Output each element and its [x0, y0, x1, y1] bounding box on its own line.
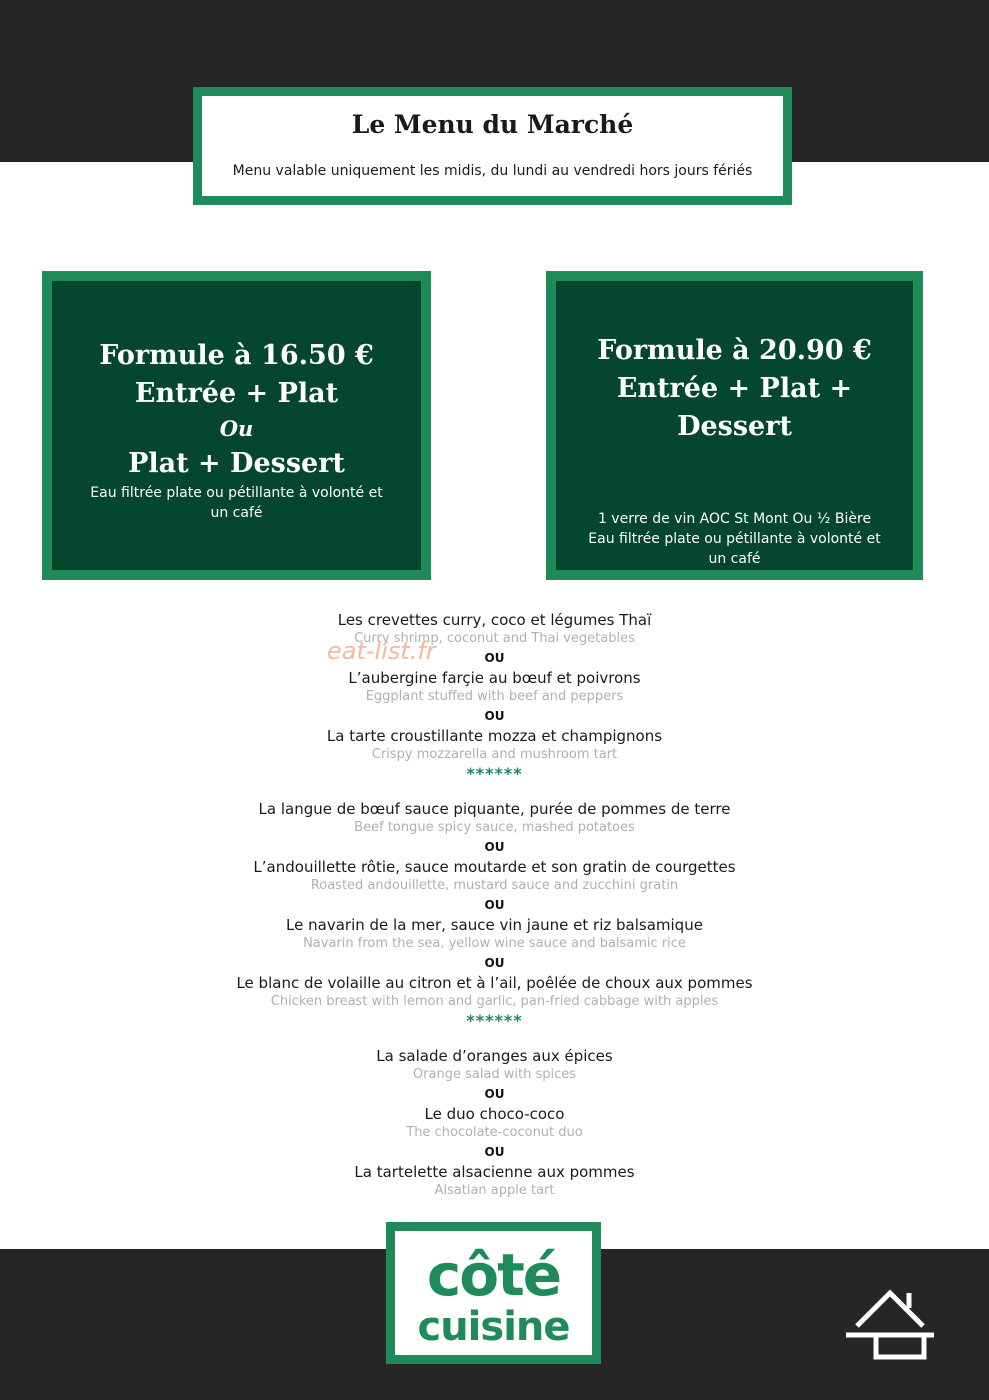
formula-card-1: [42, 271, 431, 580]
or-separator: OU: [484, 1145, 505, 1159]
starter-3-fr: La tarte croustillante mozza et champignons: [326, 727, 663, 745]
main-4-en: Chicken breast with lemon and garlic, pan-fried cabbage with apples: [270, 994, 719, 1009]
or-separator: OU: [484, 956, 505, 970]
or-separator: OU: [484, 840, 505, 854]
menu-subtitle: Menu valable uniquement les midis, du lundi au vendredi hors jours fériés: [232, 163, 753, 179]
or-separator: OU: [484, 898, 505, 912]
main-1-en: Beef tongue spicy sauce, mashed potatoes: [354, 820, 635, 835]
house-outline-icon: [843, 1288, 937, 1362]
formula-1-or: Ou: [219, 416, 254, 441]
or-separator: OU: [484, 651, 505, 665]
dessert-2-en: The chocolate-coconut duo: [406, 1125, 583, 1140]
menu-title: Le Menu du Marché: [351, 110, 634, 139]
logo-line-1: côté: [426, 1241, 561, 1309]
logo-line-2: cuisine: [417, 1304, 570, 1350]
main-1-fr: La langue de bœuf sauce piquante, purée de pommes de terre: [258, 800, 731, 818]
or-separator: OU: [484, 709, 505, 723]
formula-1-line2: Plat + Dessert: [128, 448, 345, 479]
dessert-2-fr: Le duo choco-coco: [424, 1105, 565, 1123]
main-2-en: Roasted andouillette, mustard sauce and zucchini gratin: [310, 878, 679, 893]
formula-2-line1: Entrée + Plat + Dessert: [616, 373, 853, 442]
formula-1-note1: Eau filtrée plate ou pétillante à volonté et: [90, 485, 383, 501]
watermark: eat-list.fr: [327, 637, 436, 665]
dessert-3-fr: La tartelette alsacienne aux pommes: [354, 1163, 635, 1181]
formula-2-note2: un café: [708, 551, 761, 567]
main-3-fr: Le navarin de la mer, sauce vin jaune et riz balsamique: [286, 916, 703, 934]
formula-2-note0: 1 verre de vin AOC St Mont Ou ½ Bière: [597, 511, 872, 527]
formula-1-price: Formule à 16.50 €: [99, 340, 374, 371]
formula-1-line1: Entrée + Plat: [134, 378, 339, 409]
dessert-3-en: Alsatian apple tart: [434, 1183, 555, 1198]
starter-2-fr: L’aubergine farçie au bœuf et poivrons: [348, 669, 641, 687]
or-separator: OU: [484, 1087, 505, 1101]
starter-2-en: Eggplant stuffed with beef and peppers: [365, 689, 624, 704]
brand-logo: [386, 1222, 601, 1364]
dessert-1-en: Orange salad with spices: [412, 1067, 577, 1082]
main-4-fr: Le blanc de volaille au citron et à l’ail, poêlée de choux aux pommes: [236, 974, 753, 992]
starter-1-en: Curry shrimp, coconut and Thai vegetables: [354, 631, 635, 646]
formula-2-price: Formule à 20.90 €: [597, 335, 872, 366]
starter-3-en: Crispy mozzarella and mushroom tart: [371, 747, 618, 762]
dessert-1-fr: La salade d’oranges aux épices: [376, 1047, 613, 1065]
formula-card-2: [546, 271, 923, 580]
dish-list: [0, 610, 989, 1200]
formula-1-note2: un café: [210, 505, 263, 521]
section-stars: ******: [466, 764, 523, 783]
main-3-en: Navarin from the sea, yellow wine sauce and balsamic rice: [303, 936, 686, 951]
starter-1-fr: Les crevettes curry, coco et légumes Thaï: [337, 611, 652, 629]
menu-header: [193, 87, 792, 205]
formula-2-note1: Eau filtrée plate ou pétillante à volonté et: [588, 531, 881, 547]
section-stars: ******: [466, 1011, 523, 1030]
main-2-fr: L’andouillette rôtie, sauce moutarde et son gratin de courgettes: [253, 858, 736, 876]
